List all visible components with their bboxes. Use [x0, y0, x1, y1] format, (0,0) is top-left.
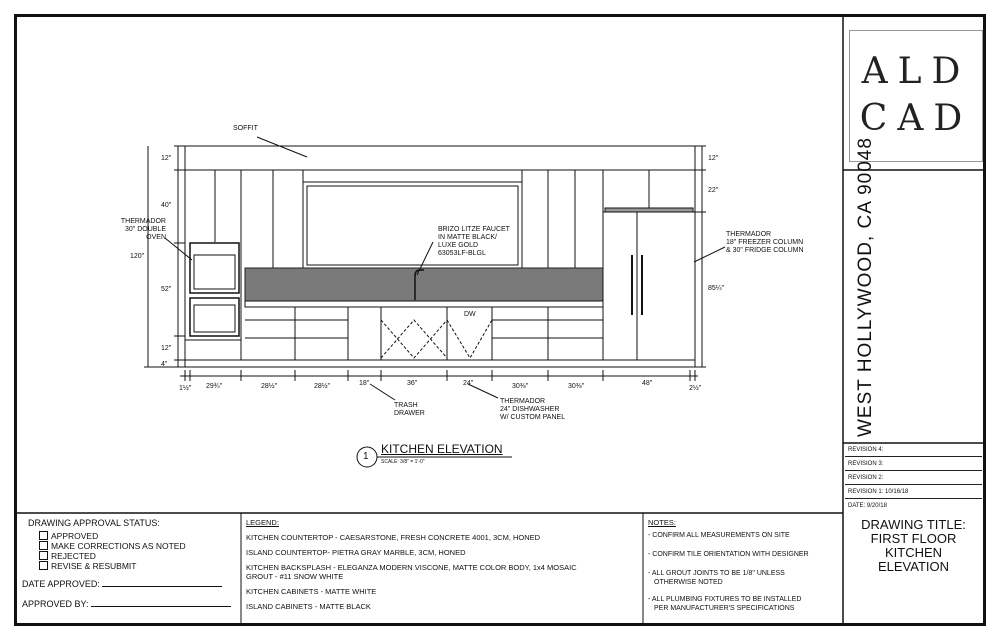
dim-right-column: 85¼"	[708, 285, 725, 292]
revision-4: REVISION 4:	[845, 444, 982, 457]
dim-bottom: 18"	[359, 380, 370, 387]
dim-right-upper: 22"	[708, 187, 719, 194]
notes	[648, 518, 809, 613]
dim-soffit-height: 12"	[161, 155, 172, 162]
elevation-scale: SCALE: 3/8" = 1'-0"	[381, 459, 425, 465]
drawing-title: DRAWING TITLE: FIRST FLOOR KITCHEN ELEVATION	[861, 517, 966, 574]
approval-option[interactable]: REVISE & RESUBMIT	[39, 561, 237, 571]
dim-right-soffit: 12"	[708, 155, 719, 162]
approval-status-block	[22, 518, 237, 609]
dim-bottom: 2½"	[689, 385, 702, 392]
trash-drawer-label: TRASH DRAWER	[394, 402, 425, 417]
dim-bottom: 1½"	[179, 385, 192, 392]
approved-by-field[interactable]: APPROVED BY:	[22, 599, 237, 609]
revision-1: REVISION 1: 10/16/18	[845, 486, 982, 499]
fridge-label: THERMADOR 18" FREEZER COLUMN & 30" FRIDGE COLUMN	[726, 231, 804, 254]
checkbox[interactable]	[39, 541, 48, 550]
note-item: - ALL GROUT JOINTS TO BE 1/8" UNLESS	[648, 570, 785, 577]
dim-bottom: 36"	[407, 380, 418, 387]
dim-toekick-height: 4"	[161, 361, 168, 368]
project-location: WEST HOLLYWOOD, CA 90048	[855, 137, 876, 437]
dishwasher-label: THERMADOR 24" DISHWASHER W/ CUSTOM PANEL	[500, 398, 566, 421]
dim-bottom: 24"	[463, 380, 474, 387]
dim-bottom: 28½"	[261, 383, 278, 390]
dim-bottom: 30⅜"	[512, 383, 529, 390]
approval-option[interactable]: REJECTED	[39, 551, 237, 561]
note-item: - CONFIRM ALL MEASUREMENTS ON SITE	[648, 532, 790, 539]
revision-2: REVISION 2:	[845, 472, 982, 485]
dim-bottom: 48"	[642, 380, 653, 387]
legend	[246, 518, 577, 611]
date-approved-field[interactable]: DATE APPROVED:	[22, 579, 237, 589]
dim-lower-height: 12"	[161, 345, 172, 352]
drawing-date: DATE: 9/20/18	[848, 503, 887, 509]
dim-upper-height: 40"	[161, 202, 172, 209]
notes-heading: NOTES:	[648, 518, 676, 527]
checkbox[interactable]	[39, 551, 48, 560]
elevation-number: 1	[363, 451, 369, 462]
legend-item: ISLAND COUNTERTOP- PIETRA GRAY MARBLE, 3CM, HONED	[246, 548, 466, 557]
legend-item: ISLAND CABINETS - MATTE BLACK	[246, 602, 371, 611]
approval-heading: DRAWING APPROVAL STATUS:	[28, 518, 160, 528]
dishwasher-tag: DW	[464, 311, 476, 318]
oven-label: THERMADOR 30" DOUBLE OVEN	[120, 218, 166, 241]
legend-heading: LEGEND:	[246, 518, 279, 527]
checkbox[interactable]	[39, 531, 48, 540]
revision-3: REVISION 3:	[845, 458, 982, 471]
elevation-title: KITCHEN ELEVATION	[381, 442, 503, 456]
faucet-label: BRIZO LITZE FAUCET IN MATTE BLACK/ LUXE GOLD 63053LF-BLGL	[438, 226, 510, 257]
approval-option[interactable]: MAKE CORRECTIONS AS NOTED	[39, 541, 237, 551]
legend-item: KITCHEN CABINETS - MATTE WHITE	[246, 587, 377, 596]
legend-item: KITCHEN COUNTERTOP - CAESARSTONE, FRESH CONCRETE 4001, 3CM, HONED	[246, 533, 541, 542]
soffit-label: SOFFIT	[233, 125, 258, 132]
legend-item: GROUT - #11 SNOW WHITE	[246, 572, 344, 581]
checkbox[interactable]	[39, 561, 48, 570]
dim-overall-height: 120"	[130, 253, 145, 260]
approval-option[interactable]: APPROVED	[39, 531, 237, 541]
note-item: PER MANUFACTURER'S SPECIFICATIONS	[654, 605, 795, 612]
company-logo: ALD CAD	[849, 30, 983, 162]
note-item: - ALL PLUMBING FIXTURES TO BE INSTALLED	[648, 596, 802, 603]
dim-bottom: 29¾"	[206, 383, 223, 390]
dim-bottom: 30⅜"	[568, 383, 585, 390]
note-item: - CONFIRM TILE ORIENTATION WITH DESIGNER	[648, 551, 809, 558]
note-item: OTHERWISE NOTED	[654, 579, 723, 586]
dim-bottom: 28½"	[314, 383, 331, 390]
dim-mid-height: 52"	[161, 286, 172, 293]
legend-item: KITCHEN BACKSPLASH - ELEGANZA MODERN VISCONE, MATTE COLOR BODY, 1x4 MOSAIC	[246, 563, 577, 572]
